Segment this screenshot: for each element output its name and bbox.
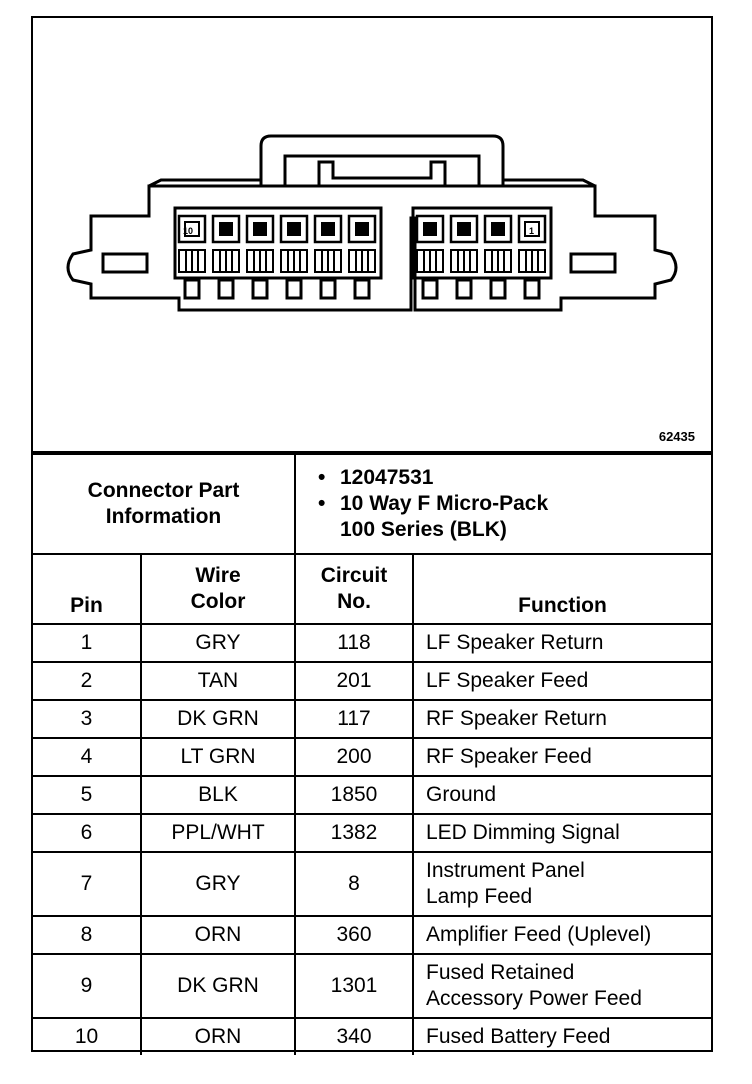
table-row: [33, 662, 711, 700]
pin-cell: 6: [33, 814, 141, 852]
connector-drawing: [33, 18, 711, 453]
connector-info-title-line1: Connector Part: [87, 479, 240, 502]
circuit-header-line1: Circuit: [320, 564, 388, 587]
pin-header: Pin: [33, 554, 141, 624]
function-cell: Amplifier Feed (Uplevel): [413, 916, 711, 954]
function-cell: RF Speaker Return: [413, 700, 711, 738]
part-number: • 12047531: [340, 465, 711, 491]
pin-10-label: 10: [183, 226, 194, 236]
table-row: [33, 954, 711, 1018]
color-cell: PPL/WHT: [141, 814, 295, 852]
circuit-cell: 200: [295, 738, 413, 776]
wire-color-header-line1: Wire: [195, 564, 241, 587]
color-cell: ORN: [141, 916, 295, 954]
connector-info-title: [33, 454, 295, 554]
circuit-cell: 360: [295, 916, 413, 954]
connector-type-line1: 10 Way F Micro-Pack: [340, 492, 549, 515]
wire-color-header: [141, 554, 295, 624]
pin-cell: 8: [33, 916, 141, 954]
circuit-cell: 118: [295, 624, 413, 662]
pin-1-label: 1: [529, 226, 535, 236]
circuit-header: [295, 554, 413, 624]
pin-cell: 5: [33, 776, 141, 814]
table-row: [33, 1018, 711, 1055]
wire-color-header-line2: Color: [190, 590, 246, 613]
pin-cell: 10: [33, 1018, 141, 1055]
circuit-cell: 1382: [295, 814, 413, 852]
circuit-cell: 201: [295, 662, 413, 700]
function-line1: Instrument Panel: [426, 859, 585, 882]
pin-cell: 7: [33, 852, 141, 916]
circuit-cell: 117: [295, 700, 413, 738]
function-cell: [413, 954, 711, 1018]
pin-cell: 2: [33, 662, 141, 700]
circuit-header-line2: No.: [337, 590, 371, 613]
function-line2: Accessory Power Feed: [426, 987, 642, 1010]
pinout-table: [33, 453, 711, 1055]
table-row: [33, 700, 711, 738]
circuit-cell: 8: [295, 852, 413, 916]
color-cell: BLK: [141, 776, 295, 814]
color-cell: GRY: [141, 852, 295, 916]
function-cell: LF Speaker Feed: [413, 662, 711, 700]
function-line2: Lamp Feed: [426, 885, 533, 908]
pin-cell: 1: [33, 624, 141, 662]
table-row: [33, 738, 711, 776]
color-cell: DK GRN: [141, 700, 295, 738]
table-row: [33, 852, 711, 916]
circuit-cell: 340: [295, 1018, 413, 1055]
color-cell: TAN: [141, 662, 295, 700]
header-row: [33, 554, 711, 624]
table-row: [33, 776, 711, 814]
circuit-cell: 1301: [295, 954, 413, 1018]
function-cell: [413, 852, 711, 916]
function-cell: LED Dimming Signal: [413, 814, 711, 852]
color-cell: LT GRN: [141, 738, 295, 776]
figure-number: 62435: [658, 429, 695, 444]
connector-type-line2: 100 Series (BLK): [340, 518, 507, 541]
connector-info-title-line2: Information: [105, 505, 222, 528]
function-cell: LF Speaker Return: [413, 624, 711, 662]
function-cell: Fused Battery Feed: [413, 1018, 711, 1055]
connector-sheet: [31, 16, 713, 1052]
function-cell: RF Speaker Feed: [413, 738, 711, 776]
table-row: [33, 624, 711, 662]
circuit-cell: 1850: [295, 776, 413, 814]
connector-type: [340, 491, 711, 543]
pin-cell: 3: [33, 700, 141, 738]
color-cell: DK GRN: [141, 954, 295, 1018]
function-line1: Fused Retained: [426, 961, 575, 984]
table-row: [33, 916, 711, 954]
connector-illustration: [33, 18, 711, 451]
color-cell: ORN: [141, 1018, 295, 1055]
connector-info-row: [33, 454, 711, 554]
pin-cell: 4: [33, 738, 141, 776]
pin-cell: 9: [33, 954, 141, 1018]
color-cell: GRY: [141, 624, 295, 662]
connector-info-list: [295, 454, 711, 554]
function-header: Function: [413, 554, 711, 624]
table-row: [33, 814, 711, 852]
function-cell: Ground: [413, 776, 711, 814]
